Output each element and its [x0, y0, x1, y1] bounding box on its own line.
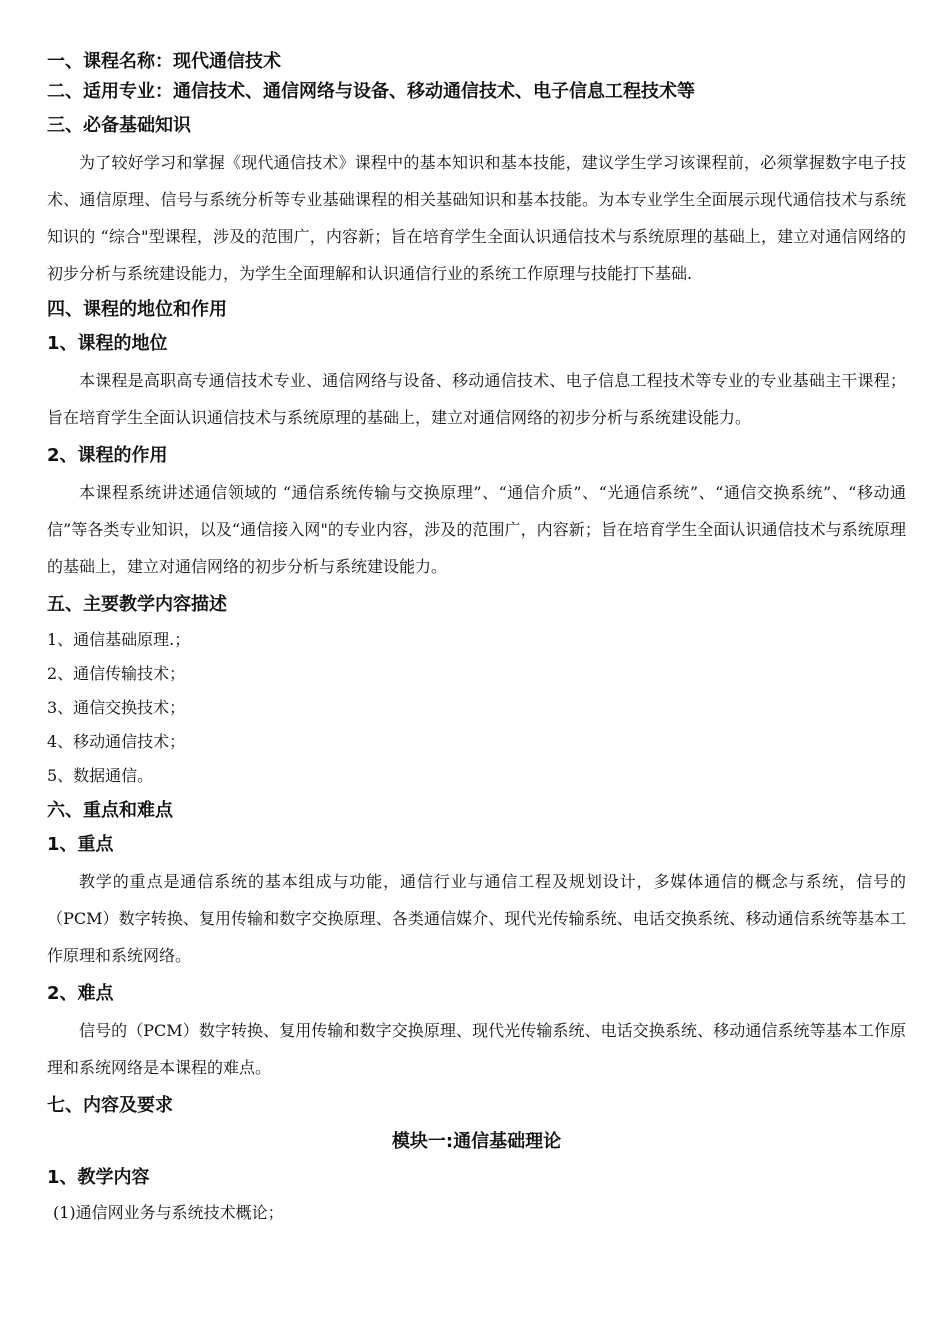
list-item: 4、移动通信技术； — [47, 732, 186, 751]
main-content-list — [47, 623, 906, 793]
course-role-paragraph: 本课程系统讲述通信领域的 “通信系统传输与交换原理”、“通信介质”、“光通信系统”、“通信交换系统”、“移动通信”等各类专业知识，以及“通信接入网"的专业内容，涉及的范围广，内容新；旨在培育学生全面认识通信技术与系统原理的基础上，建立对通信网络的初步分析与系统建设能力。 — [47, 483, 906, 576]
list-item: (1)通信网业务与系统技术概论； — [53, 1203, 284, 1222]
section-status-role-heading: 四、课程的地位和作用 — [47, 299, 227, 320]
list-item: 5、数据通信。 — [47, 766, 154, 785]
section-course-name: 一、课程名称：现代通信技术 — [47, 51, 281, 72]
section-applicable-majors: 二、适用专业：通信技术、通信网络与设备、移动通信技术、电子信息工程技术等 — [47, 81, 695, 102]
subsection-difficult-points: 2、难点 — [47, 983, 114, 1004]
list-item: 3、通信交换技术； — [47, 698, 186, 717]
section-main-content-heading: 五、主要教学内容描述 — [47, 594, 227, 615]
key-points-paragraph: 教学的重点是通信系统的基本组成与功能，通信行业与通信工程及规划设计，多媒体通信的概念与系统，信号的（PCM）数字转换、复用传输和数字交换原理、各类通信媒介、现代光传输系统、电话交换系统、移动通信系统等基本工作原理和系统网络。 — [47, 872, 906, 965]
module-one-title: 模块一:通信基础理论 — [391, 1131, 562, 1152]
subsection-key-points: 1、重点 — [47, 834, 114, 855]
section-content-requirements-heading: 七、内容及要求 — [47, 1095, 173, 1116]
section-prerequisites-heading: 三、必备基础知识 — [47, 115, 191, 136]
course-status-paragraph: 本课程是高职高专通信技术专业、通信网络与设备、移动通信技术、电子信息工程技术等专业的专业基础主干课程；旨在培育学生全面认识通信技术与系统原理的基础上，建立对通信网络的初步分析与系统建设能力。 — [47, 371, 906, 427]
section-key-difficult-heading: 六、重点和难点 — [47, 800, 173, 821]
subsection-teaching-content: 1、教学内容 — [47, 1167, 150, 1188]
list-item: 1、通信基础原理.； — [47, 630, 191, 649]
list-item: 2、通信传输技术； — [47, 664, 186, 683]
subsection-course-status: 1、课程的地位 — [47, 333, 168, 354]
prerequisites-paragraph: 为了较好学习和掌握《现代通信技术》课程中的基本知识和基本技能，建议学生学习该课程前，必须掌握数字电子技术、通信原理、信号与系统分析等专业基础课程的相关基础知识和基本技能。为本专业学生全面展示现代通信技术与系统知识的 “综合"型课程，涉及的范围广，内容新；旨在培育学生全面认识通信技术与系统原理的基础上，建立对通信网络的初步分析与系统建设能力，为学生全面理解和认识通信行业的系统工作原理与技能打下基础. — [47, 153, 906, 283]
difficult-points-paragraph: 信号的（PCM）数字转换、复用传输和数字交换原理、现代光传输系统、电话交换系统、移动通信系统等基本工作原理和系统网络是本课程的难点。 — [47, 1021, 906, 1077]
subsection-course-role: 2、课程的作用 — [47, 445, 168, 466]
